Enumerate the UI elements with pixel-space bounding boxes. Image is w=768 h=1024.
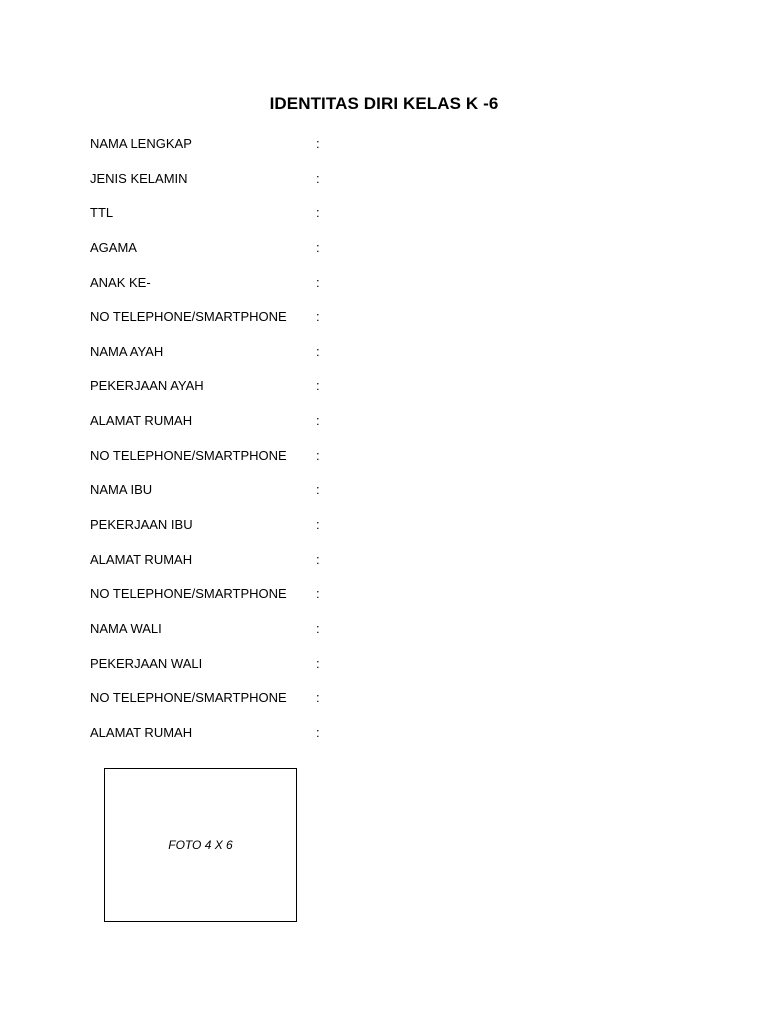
field-row-nama-wali: [90, 621, 490, 656]
field-label: NO TELEPHONE/SMARTPHONE: [90, 447, 287, 463]
field-row-alamat-rumah-ibu: [90, 552, 490, 587]
field-separator: :: [316, 309, 320, 325]
field-label: ANAK KE-: [90, 274, 151, 290]
field-separator: :: [316, 170, 320, 186]
field-separator: :: [316, 239, 320, 255]
field-row-anak-ke: [90, 275, 490, 310]
field-label: NO TELEPHONE/SMARTPHONE: [90, 309, 287, 325]
field-separator: :: [316, 482, 320, 498]
page-title: IDENTITAS DIRI KELAS K -6: [269, 94, 499, 113]
field-label: NAMA LENGKAP: [90, 136, 192, 151]
field-label: NAMA IBU: [90, 482, 153, 498]
field-row-alamat-rumah-ayah: [90, 413, 490, 448]
field-separator: :: [316, 343, 320, 359]
field-row-jenis-kelamin: [90, 171, 490, 206]
field-separator: :: [316, 517, 320, 533]
field-label: NO TELEPHONE/SMARTPHONE: [90, 690, 287, 706]
field-separator: :: [316, 205, 320, 221]
field-label: ALAMAT RUMAH: [90, 724, 193, 740]
field-label: PEKERJAAN AYAH: [90, 378, 204, 394]
field-separator: :: [316, 551, 320, 567]
identity-field-list: [90, 136, 490, 760]
field-row-no-telephone-ibu: [90, 586, 490, 621]
field-separator: :: [316, 447, 320, 463]
field-label: ALAMAT RUMAH: [90, 413, 193, 429]
field-label: NAMA WALI: [90, 620, 162, 636]
photo-placeholder-box: [104, 768, 297, 922]
field-separator: :: [316, 655, 320, 671]
field-row-ttl: [90, 205, 490, 240]
field-row-pekerjaan-ayah: [90, 378, 490, 413]
field-separator: :: [316, 620, 320, 636]
photo-placeholder-label: FOTO 4 X 6: [168, 838, 233, 852]
field-row-nama-ibu: [90, 482, 490, 517]
field-separator: :: [316, 586, 320, 602]
field-label: PEKERJAAN IBU: [90, 517, 193, 533]
field-separator: :: [316, 690, 320, 706]
field-row-no-telephone-wali: [90, 690, 490, 725]
field-label: NO TELEPHONE/SMARTPHONE: [90, 586, 287, 602]
field-separator: :: [316, 724, 320, 740]
field-label: PEKERJAAN WALI: [90, 655, 203, 671]
field-separator: :: [316, 136, 320, 151]
field-row-no-telephone-ayah: [90, 448, 490, 483]
field-row-nama-ayah: [90, 344, 490, 379]
field-label: NAMA AYAH: [90, 343, 164, 359]
field-row-pekerjaan-wali: [90, 656, 490, 691]
field-label: JENIS KELAMIN: [90, 170, 188, 186]
field-separator: :: [316, 274, 320, 290]
field-label: AGAMA: [90, 239, 137, 255]
field-separator: :: [316, 413, 320, 429]
field-label: TTL: [90, 205, 114, 221]
field-row-pekerjaan-ibu: [90, 517, 490, 552]
field-separator: :: [316, 378, 320, 394]
field-row-alamat-rumah-wali: [90, 725, 490, 760]
field-row-agama: [90, 240, 490, 275]
field-row-no-telephone: [90, 309, 490, 344]
field-label: ALAMAT RUMAH: [90, 551, 193, 567]
field-row-nama-lengkap: [90, 136, 490, 171]
